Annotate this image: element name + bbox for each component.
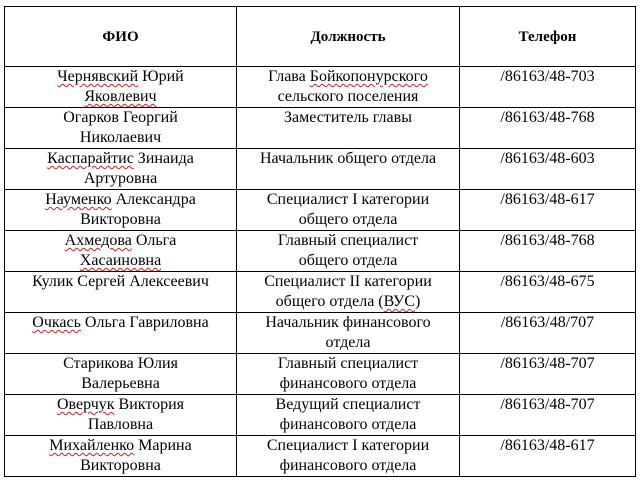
cell-name-spellcheck-word: Чернявский bbox=[57, 68, 139, 85]
header-position: Должность bbox=[237, 7, 460, 67]
cell-position-text: Начальник финансового bbox=[265, 314, 431, 331]
cell-position bbox=[237, 108, 460, 149]
cell-position-text: общего отдела ( bbox=[275, 293, 384, 310]
header-name: ФИО bbox=[5, 7, 237, 67]
cell-phone: /86163/48-768 bbox=[460, 108, 636, 149]
cell-name bbox=[5, 108, 237, 149]
cell-position bbox=[237, 190, 460, 231]
cell-name-text: Огарков Георгий bbox=[63, 109, 178, 126]
cell-position-text: Специалист I категории bbox=[266, 191, 430, 208]
cell-position bbox=[237, 231, 460, 272]
cell-position-text: ) bbox=[415, 293, 421, 310]
cell-name-spellcheck-word: Михайленко bbox=[49, 437, 135, 454]
table-row bbox=[5, 231, 636, 272]
table-row bbox=[5, 313, 636, 354]
cell-name bbox=[5, 149, 237, 190]
cell-position-text: общего отдела bbox=[298, 211, 398, 228]
table-row bbox=[5, 272, 636, 313]
cell-position-text: Начальник общего отдела bbox=[259, 150, 437, 167]
cell-position-text: финансового отдела bbox=[279, 416, 417, 433]
cell-phone: /86163/48-617 bbox=[460, 190, 636, 231]
table-row bbox=[5, 436, 636, 477]
cell-position-text: Заместитель главы bbox=[284, 109, 412, 126]
cell-position-spellcheck-word: Бойкопонурского bbox=[309, 68, 428, 85]
cell-name-spellcheck-word: Хасаиновна bbox=[79, 252, 162, 269]
cell-position bbox=[237, 272, 460, 313]
cell-name bbox=[5, 395, 237, 436]
table-row bbox=[5, 354, 636, 395]
cell-phone: /86163/48/707 bbox=[460, 313, 636, 354]
cell-phone: /86163/48-768 bbox=[460, 231, 636, 272]
cell-name-text: Старикова Юлия bbox=[63, 355, 178, 372]
cell-position-text: Главный специалист bbox=[277, 232, 419, 249]
cell-name-spellcheck-word: Яковлевич bbox=[84, 88, 157, 105]
cell-name bbox=[5, 313, 237, 354]
cell-name bbox=[5, 190, 237, 231]
cell-position bbox=[237, 67, 460, 108]
cell-position-text: Главный специалист bbox=[277, 355, 419, 372]
cell-position bbox=[237, 395, 460, 436]
cell-name-spellcheck-word: Оверчук bbox=[56, 396, 115, 413]
table-row bbox=[5, 190, 636, 231]
table-body bbox=[5, 67, 636, 477]
cell-phone: /86163/48-703 bbox=[460, 67, 636, 108]
cell-position-text: финансового отдела bbox=[279, 457, 417, 474]
cell-position-text: Специалист II категории bbox=[264, 273, 432, 290]
cell-position-text: Ведущий специалист bbox=[275, 396, 421, 413]
cell-name-text: Зинаида bbox=[133, 150, 194, 167]
cell-name-text: Валерьевна bbox=[81, 375, 160, 392]
cell-position bbox=[237, 149, 460, 190]
cell-phone: /86163/48-707 bbox=[460, 354, 636, 395]
table-row bbox=[5, 149, 636, 190]
cell-name-text: Виктория bbox=[114, 396, 185, 413]
cell-name-text: Александра bbox=[111, 191, 196, 208]
cell-phone: /86163/48-603 bbox=[460, 149, 636, 190]
cell-name-text: Юрий bbox=[138, 68, 184, 85]
cell-position bbox=[237, 313, 460, 354]
cell-phone: /86163/48-617 bbox=[460, 436, 636, 477]
cell-name-text: Ольга Гавриловна bbox=[80, 314, 209, 331]
cell-position-text: Специалист I категории bbox=[266, 437, 430, 454]
cell-name-text: Павловна bbox=[87, 416, 154, 433]
cell-name-text: Викторовна bbox=[80, 457, 161, 474]
cell-name bbox=[5, 67, 237, 108]
cell-position-spellcheck-word: ВУС bbox=[383, 293, 415, 310]
staff-table bbox=[4, 6, 636, 477]
cell-name bbox=[5, 272, 237, 313]
cell-position bbox=[237, 436, 460, 477]
cell-phone: /86163/48-707 bbox=[460, 395, 636, 436]
cell-name-spellcheck-word: Очкась bbox=[32, 314, 81, 331]
cell-position-text: Глава bbox=[268, 68, 310, 85]
cell-position-text: финансового отдела bbox=[279, 375, 417, 392]
table-row bbox=[5, 395, 636, 436]
cell-name-text: Ольга bbox=[131, 232, 177, 249]
cell-position-text: сельского поселения bbox=[277, 88, 419, 105]
cell-name-text: Марина bbox=[134, 437, 192, 454]
cell-position-text: отдела bbox=[325, 334, 371, 351]
cell-name-text: Николаевич bbox=[79, 129, 162, 146]
cell-phone: /86163/48-675 bbox=[460, 272, 636, 313]
header-row bbox=[5, 7, 636, 67]
header-phone: Телефон bbox=[460, 7, 636, 67]
cell-name bbox=[5, 231, 237, 272]
cell-position bbox=[237, 354, 460, 395]
table-row bbox=[5, 108, 636, 149]
cell-name-text: Викторовна bbox=[80, 211, 161, 228]
cell-name-text: Кулик Сергей Алексеевич bbox=[32, 273, 209, 290]
cell-position-text: общего отдела bbox=[298, 252, 398, 269]
cell-name-text: Артуровна bbox=[83, 170, 158, 187]
cell-name-spellcheck-word: Ахмедова bbox=[64, 232, 132, 249]
cell-name bbox=[5, 436, 237, 477]
cell-name-spellcheck-word: Науменко bbox=[45, 191, 112, 208]
cell-name bbox=[5, 354, 237, 395]
table-row bbox=[5, 67, 636, 108]
cell-name-spellcheck-word: Каспарайтис bbox=[47, 150, 134, 167]
